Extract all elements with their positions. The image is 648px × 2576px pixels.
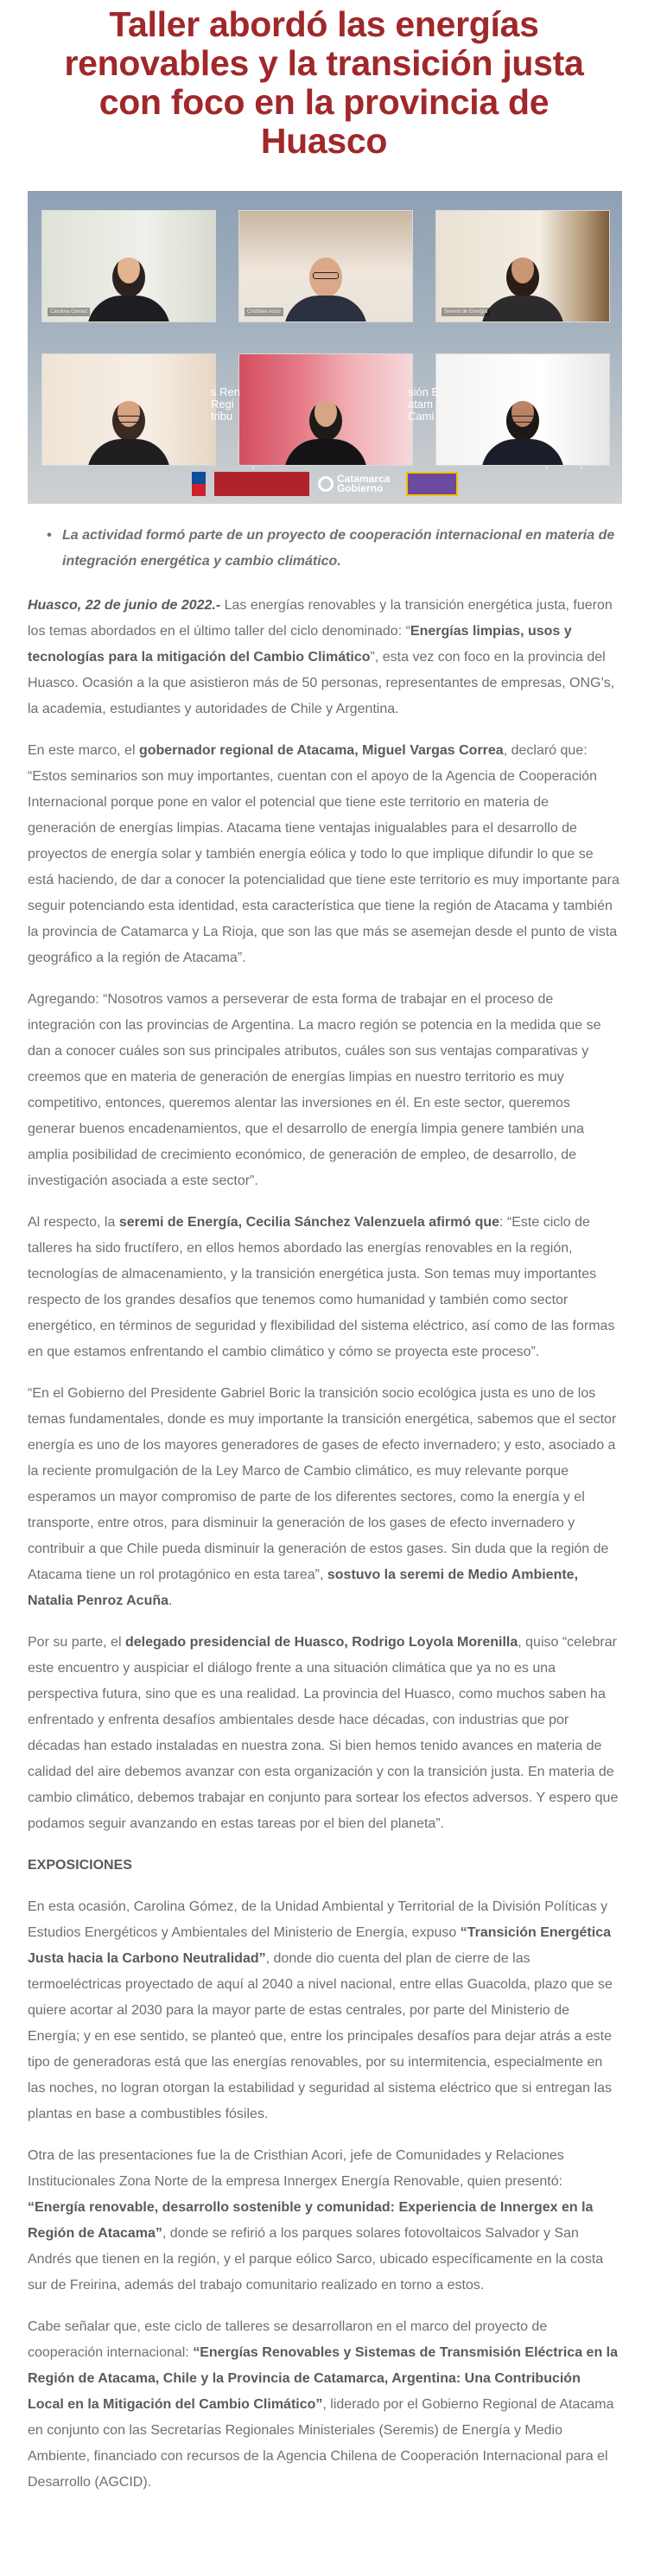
article-paragraphs (28, 593, 620, 2496)
paragraph-text: En este marco, el (28, 743, 139, 758)
emphasis-text: Huasco, 22 de junio de 2022.- (28, 598, 221, 613)
paragraph-text: . (168, 1593, 173, 1608)
article-paragraph (28, 1894, 620, 2128)
article-paragraph (28, 1630, 620, 1837)
participant-tile (435, 210, 610, 322)
article-paragraph (28, 2314, 620, 2496)
participant-tile (41, 353, 216, 466)
emphasis-text: “Energías Renovables y Sistemas de Transmisión Eléctrica en la Región de Atacama, Chile y la Provincia de Catamarca, Argentina: Una Contribución Local en la Mitigación del Cambio Climático” (28, 2345, 619, 2412)
emphasis-text: seremi de Energía, Cecilia Sánchez Valenzuela afirmó que (118, 1215, 500, 1230)
atacama-logo (406, 472, 458, 496)
paragraph-text: Por su parte, el (28, 1635, 125, 1650)
emphasis-text: gobernador regional de Atacama, Miguel Vargas Correa (138, 743, 504, 758)
article-paragraph (28, 593, 620, 722)
paragraph-text: : “Este ciclo de talleres ha sido fructífero, en ellos hemos abordado las energías renovables en la región, tecnologías de almacenamiento, y la transición energética justa. Son temas muy importantes respecto de los grandes desafíos que tenemos como humanidad y también como sector energético, en términos de seguridad y flexibilidad del sistema eléctrico, así como de las formas en que estamos enfrentando el cambio climático y cómo se proyecta este proceso”. (28, 1215, 615, 1359)
emphasis-text: “Energía renovable, desarrollo sostenible y comunidad: Experiencia de Innergex en la Región de Atacama” (28, 2200, 594, 2241)
paragraph-text: Agregando: “Nosotros vamos a perseverar de esta forma de trabajar en el proceso de integración con las provincias de Argentina. La macro región se potencia en la medida que se dan a conocer cuáles son sus principales atributos, cuáles son sus ventajas comparativas y creemos que en materia de generación de energías limpias en nuestro territorio es muy competitivo, entonces, queremos alentar las inversiones en él. En este sector, queremos generar buenos encadenamientos, que el desarrollo de energía limpia genere también una amplia posibilidad de crecimiento económico, de generación de empleo, de desarrollo, de investigación asociada a este sector”. (28, 992, 601, 1188)
participant-caption: Carolina Gómez (48, 308, 90, 316)
overlay-banner-text-left: s Ren Regi tribu (211, 385, 240, 423)
paragraph-text: Otra de las presentaciones fue la de Cristhian Acori, jefe de Comunidades y Relaciones Institucionales Zona Norte de la empresa Innergex Energía Renovable, quien presentó: (28, 2148, 564, 2189)
paragraph-text: En esta ocasión, Carolina Gómez, de la Unidad Ambiental y Territorial de la División Políticas y Estudios Energéticos y Ambientales del Ministerio de Energía, expuso (28, 1899, 608, 1940)
paragraph-text: Cabe señalar que, este ciclo de talleres se desarrollaron en el marco del proyecto de cooperación internacional: (28, 2319, 548, 2360)
overlay-banner-text-right: sión E atam Cami (408, 385, 440, 423)
gobierno-de-chile-logo (192, 472, 206, 496)
catamarca-ring-icon (318, 476, 334, 492)
paragraph-text: , liderado por el Gobierno Regional de Atacama en conjunto con las Secretarías Regionales Ministeriales (Seremis) de Energía y Medio Ambiente, financiado con recursos de la Agencia Chilena de Cooperación Internacional para el Desarrollo (AGCID). (28, 2397, 614, 2490)
participant-tile (238, 210, 413, 322)
participant-tile (435, 353, 610, 466)
article-paragraph (28, 738, 620, 971)
emphasis-text: Energías limpias, usos y tecnologías para la mitigación del Cambio Climático (28, 624, 572, 665)
article-highlight: • La actividad formó parte de un proyecto de cooperación internacional en materia de integración energética y cambio climático. (28, 523, 620, 575)
emphasis-text: delegado presidencial de Huasco, Rodrigo Loyola Morenilla (124, 1635, 518, 1650)
paragraph-text: “En el Gobierno del Presidente Gabriel Boric la transición socio ecológica justa es uno de los temas fundamentales, donde es muy importante la transición energética, sabemos que el sector energía es uno de los mayores generadores de gases de efecto invernadero; y esto, asociado a la reciente promulgación de la Ley Marco de Cambio climático, es muy relevante porque esperamos un mayor compromiso de parte de los diferentes sectores, como la energía y el transporte, entre otros, para disminuir la generación de los gases de efecto invernadero y contribuir a que Chile pueda disminuir la generación de estos gases. Sin duda que la región de Atacama tiene un rol protagónico en esta tarea”, (28, 1386, 617, 1582)
article-title: Taller abordó las energías renovables y la transición justa con foco en la provincia de Huasco (64, 4, 584, 161)
participant-caption: Seremi de Energía (442, 308, 490, 316)
article-body (0, 523, 648, 2496)
paragraph-text: , donde se refirió a los parques solares fotovoltaicos Salvador y San Andrés que tienen en la región, y el parque eólico Sarco, ubicado específicamente en la costa sur de Freirina, además del trabajo comunitario realizado en torno a estos. (28, 2226, 604, 2293)
paragraph-text: , donde dio cuenta del plan de cierre de las termoeléctricas proyectado de aquí al 2040 a nivel nacional, entre ellas Guacolda, plazo que se quiere acortar al 2030 para la mayor parte de estas centrales, por parte del Ministerio de Energía; y en ese sentido, se planteó que, entre los principales desafíos para dejar atrás a este tipo de generadoras está que las energías renovables, por su intermitencia, especialmente en las noches, no logran otorgan la estabilidad y seguridad al sistema eléctrico que si entregan las plantas en base a combustibles fósiles. (28, 1951, 613, 2121)
paragraph-text: Al respecto, la (28, 1215, 119, 1230)
participant-caption: Cristhian Acori (245, 308, 283, 316)
article-paragraph (28, 987, 620, 1194)
article-paragraph (28, 1210, 620, 1365)
participant-tile (238, 353, 413, 466)
paragraph-text: ”, esta vez con foco en la provincia del Huasco. Ocasión a la que asistieron más de 50 personas, representantes de empresas, ONG’s, la academia, estudiantes y autoridades de Chile y Argentina. (28, 650, 615, 716)
article-hero-image (28, 191, 622, 504)
paragraph-text: , quiso “celebrar este encuentro y auspiciar el diálogo frente a una situación climática que ya no es una perspectiva futura, sino que es una realidad. La provincia del Huasco, como muchos saben ha enfrentado y enfrenta desafíos ambientales desde hace décadas, con industrias que por décadas han estado instaladas en nuestra zona. Si bien hemos tenido avances en materia de calidad del aire debemos avanzar con esta organización y con la transición justa. En materia de cambio climático, debemos trabajar en conjunto para sortear los efectos adversos. Y espero que podamos seguir avanzando en estas tareas por el bien del planeta”. (28, 1635, 619, 1831)
emphasis-text: “Transición Energética Justa hacia la Carbono Neutralidad” (28, 1925, 611, 1966)
paragraph-text: Las energías renovables y la transición energética justa, fueron los temas abordados en el último taller del ciclo denominado: “ (28, 598, 613, 639)
paragraph-text: , declaró que: “Estos seminarios son muy importantes, cuentan con el apoyo de la Agencia de Cooperación Internacional porque pone en valor el potencial que tiene este territorio en materia de generación de energías limpias. Atacama tiene ventajas inigualables para el desarrollo de proyectos de energía solar y también energía eólica y todo lo que implique difundir lo que se está haciendo, de dar a conocer la potencialidad que tiene este territorio es muy importante para seguir potenciando esta identidad, esta característica que tiene la región de Atacama y también la provincia de Catamarca y La Rioja, que son las que más se asemejan desde el punto de vista geográfico a la región de Atacama”. (28, 743, 619, 965)
article-paragraph (28, 1381, 620, 1614)
section-heading: EXPOSICIONES (28, 1858, 132, 1873)
article-paragraph (28, 2143, 620, 2299)
gobierno-regional-logo (214, 472, 309, 496)
emphasis-text: sostuvo la seremi de Medio Ambiente, Natalia Penroz Acuña (28, 1568, 579, 1608)
sponsor-logos (192, 471, 458, 497)
catamarca-gobierno-logo: Catamarca Gobierno (318, 474, 397, 493)
participant-tile (41, 210, 216, 322)
